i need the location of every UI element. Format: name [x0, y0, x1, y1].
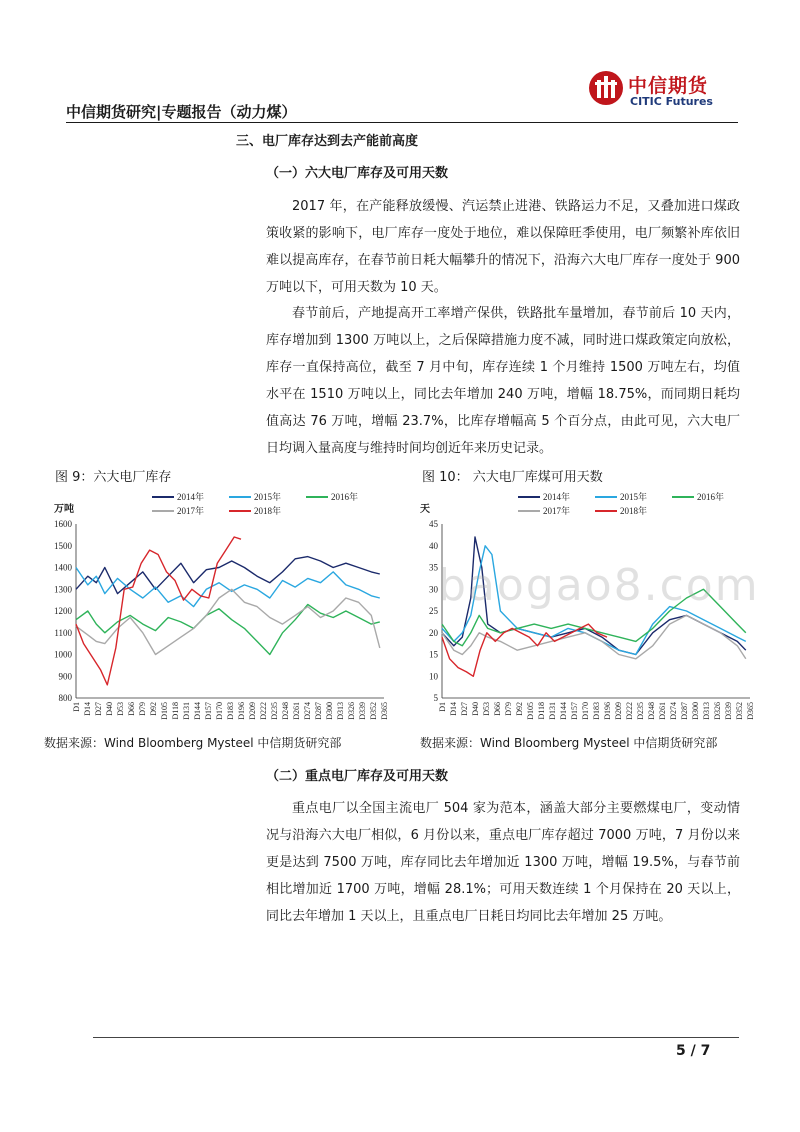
- x-tick-label: D183: [226, 702, 235, 720]
- x-tick-label: D144: [559, 702, 568, 720]
- y-tick-label: 20: [429, 627, 438, 638]
- header-rule: [66, 122, 738, 123]
- figure-9-title: 图 9：六大电厂库存: [55, 470, 172, 485]
- x-tick-label: D66: [493, 702, 502, 716]
- y-tick-label: 5: [433, 693, 438, 703]
- x-tick-label: D261: [658, 702, 667, 720]
- x-tick-label: D261: [292, 702, 301, 720]
- y-tick-label: 1100: [54, 627, 72, 638]
- y-tick-label: 1300: [54, 584, 72, 595]
- x-tick-label: D118: [171, 702, 180, 720]
- figure-9-source: 数据来源：Wind Bloomberg Mysteel 中信期货研究部: [44, 736, 342, 750]
- x-tick-label: D105: [160, 702, 169, 720]
- x-tick-label: D235: [636, 702, 645, 720]
- x-tick-label: D157: [570, 702, 579, 720]
- x-tick-label: D92: [515, 702, 524, 716]
- x-tick-label: D222: [259, 702, 268, 720]
- y-tick-label: 1400: [54, 562, 72, 573]
- x-tick-label: D365: [746, 702, 755, 720]
- x-tick-label: D313: [336, 702, 345, 720]
- series-line-2015年: [76, 568, 380, 607]
- x-tick-label: D144: [193, 702, 202, 720]
- x-tick-label: D196: [603, 702, 612, 720]
- x-tick-label: D66: [127, 702, 136, 716]
- legend-label: 2017年: [177, 506, 205, 516]
- y-tick-label: 1600: [54, 519, 72, 529]
- x-tick-label: D40: [471, 702, 480, 716]
- logo-text-en: CITIC Futures: [630, 95, 713, 108]
- subsection-heading-2: （二）重点电厂库存及可用天数: [266, 769, 449, 784]
- x-tick-label: D222: [625, 702, 634, 720]
- x-tick-label: D14: [83, 702, 92, 716]
- x-tick-label: D27: [460, 702, 469, 716]
- paragraph-1: 2017 年，在产能释放缓慢、汽运禁止进港、铁路运力不足，又叠加进口煤政策收紧的影响下，电厂库存一度处于地位，难以保障旺季使用，电厂频繁补库依旧难以提高库存，在春节前日耗大幅攀升的情况下，沿海六大电厂库存一度处于 900 万吨以下，可用天数为 10 天。: [266, 199, 740, 295]
- x-tick-label: D131: [548, 702, 557, 720]
- legend-label: 2018年: [620, 506, 648, 516]
- x-tick-label: D183: [592, 702, 601, 720]
- x-tick-label: D287: [314, 702, 323, 720]
- x-tick-label: D1: [72, 702, 81, 712]
- x-tick-label: D79: [138, 702, 147, 716]
- logo-text-cn: 中信期货: [628, 75, 709, 97]
- subsection-heading-1: （一）六大电厂库存及可用天数: [266, 166, 449, 181]
- x-tick-label: D53: [482, 702, 491, 716]
- x-tick-label: D131: [182, 702, 191, 720]
- y-tick-label: 30: [429, 584, 438, 595]
- y-tick-label: 40: [429, 540, 438, 551]
- x-tick-label: D79: [504, 702, 513, 716]
- footer-rule: [93, 1037, 739, 1038]
- x-tick-label: D300: [691, 702, 700, 720]
- x-tick-label: D196: [237, 702, 246, 720]
- y-axis-unit-label: 天: [420, 504, 430, 515]
- x-tick-label: D1: [438, 702, 447, 712]
- x-tick-label: D53: [116, 702, 125, 716]
- x-tick-label: D209: [248, 702, 257, 720]
- x-tick-label: D326: [347, 702, 356, 720]
- x-tick-label: D287: [680, 702, 689, 720]
- y-tick-label: 1200: [54, 606, 72, 616]
- legend-label: 2017年: [543, 506, 571, 516]
- x-tick-label: D274: [669, 702, 678, 720]
- x-tick-label: D339: [724, 702, 733, 720]
- y-axis-unit-label: 万吨: [54, 504, 74, 515]
- legend-label: 2018年: [254, 506, 282, 516]
- legend-label: 2014年: [177, 492, 205, 502]
- x-tick-label: D300: [325, 702, 334, 720]
- x-tick-label: D352: [369, 702, 378, 720]
- x-tick-label: D170: [581, 702, 590, 720]
- x-tick-label: D352: [735, 702, 744, 720]
- x-tick-label: D105: [526, 702, 535, 720]
- figure-10-source: 数据来源：Wind Bloomberg Mysteel 中信期货研究部: [420, 736, 718, 750]
- y-tick-label: 1000: [54, 649, 72, 660]
- series-line-2017年: [76, 589, 380, 654]
- x-tick-label: D209: [614, 702, 623, 720]
- x-tick-label: D14: [449, 702, 458, 716]
- section-heading: 三、电厂库存达到去产能前高度: [236, 134, 419, 149]
- x-tick-label: D365: [380, 702, 389, 720]
- paragraph-2: 春节前后，产地提高开工率增产保供，铁路批车量增加，春节前后 10 天内，库存增加到 1300 万吨以上，之后保障措施力度不减，同时进口煤政策定向放松，库存一直保持高位，截至 7 月中旬，库存连续 1 个月维持 1500 万吨左右，均值水平在 1510 万吨以上，同比去年增加 240 万吨，增幅 18.75%，而同期日耗均值高达 76 万吨，增幅 23.7%，比库存增幅高 5 个百分点，由此可见，六大电厂日均调入量高度与维持时间均创近年来历史记录。: [266, 306, 740, 456]
- x-tick-label: D157: [204, 702, 213, 720]
- legend-label: 2016年: [331, 492, 359, 502]
- citic-logo: [588, 68, 624, 108]
- legend-label: 2015年: [620, 492, 648, 502]
- figure-10-title: 图 10： 六大电厂库煤可用天数: [422, 470, 603, 485]
- citic-logo-icon: [588, 68, 624, 108]
- x-tick-label: D313: [702, 702, 711, 720]
- y-tick-label: 35: [429, 562, 438, 573]
- legend-label: 2016年: [697, 492, 725, 502]
- x-tick-label: D326: [713, 702, 722, 720]
- x-tick-label: D170: [215, 702, 224, 720]
- x-tick-label: D339: [358, 702, 367, 720]
- x-tick-label: D274: [303, 702, 312, 720]
- y-tick-label: 900: [58, 671, 72, 682]
- paragraph-3: 重点电厂以全国主流电厂 504 家为范本，涵盖大部分主要燃煤电厂，变动情况与沿海六大电厂相似，6 月份以来，重点电厂库存超过 7000 万吨，7 月份以来更是达到 7500 万吨，库存同比去年增加近 1300 万吨，增幅 19.5%，与春节前相比增加近 1700 万吨，增幅 28.1%；可用天数连续 1 个月保持在 20 天以上，同比去年增加 1 天以上，且重点电厂日耗日均同比去年增加 25 万吨。: [266, 801, 740, 924]
- x-tick-label: D248: [281, 702, 290, 720]
- y-tick-label: 45: [429, 519, 438, 529]
- x-tick-label: D235: [270, 702, 279, 720]
- watermark: baogao8.com: [438, 560, 760, 611]
- x-tick-label: D40: [105, 702, 114, 716]
- y-tick-label: 15: [429, 649, 438, 660]
- x-tick-label: D118: [537, 702, 546, 720]
- y-tick-label: 1500: [54, 540, 72, 551]
- x-tick-label: D92: [149, 702, 158, 716]
- page-number: 5 / 7: [676, 1043, 711, 1059]
- y-tick-label: 25: [429, 606, 438, 616]
- report-header-title: 中信期货研究|专题报告（动力煤）: [66, 103, 297, 121]
- y-tick-label: 800: [58, 693, 72, 703]
- legend-label: 2015年: [254, 492, 282, 502]
- x-tick-label: D248: [647, 702, 656, 720]
- x-tick-label: D27: [94, 702, 103, 716]
- legend-label: 2014年: [543, 492, 571, 502]
- y-tick-label: 10: [429, 671, 438, 682]
- inventory-chart: [44, 486, 394, 732]
